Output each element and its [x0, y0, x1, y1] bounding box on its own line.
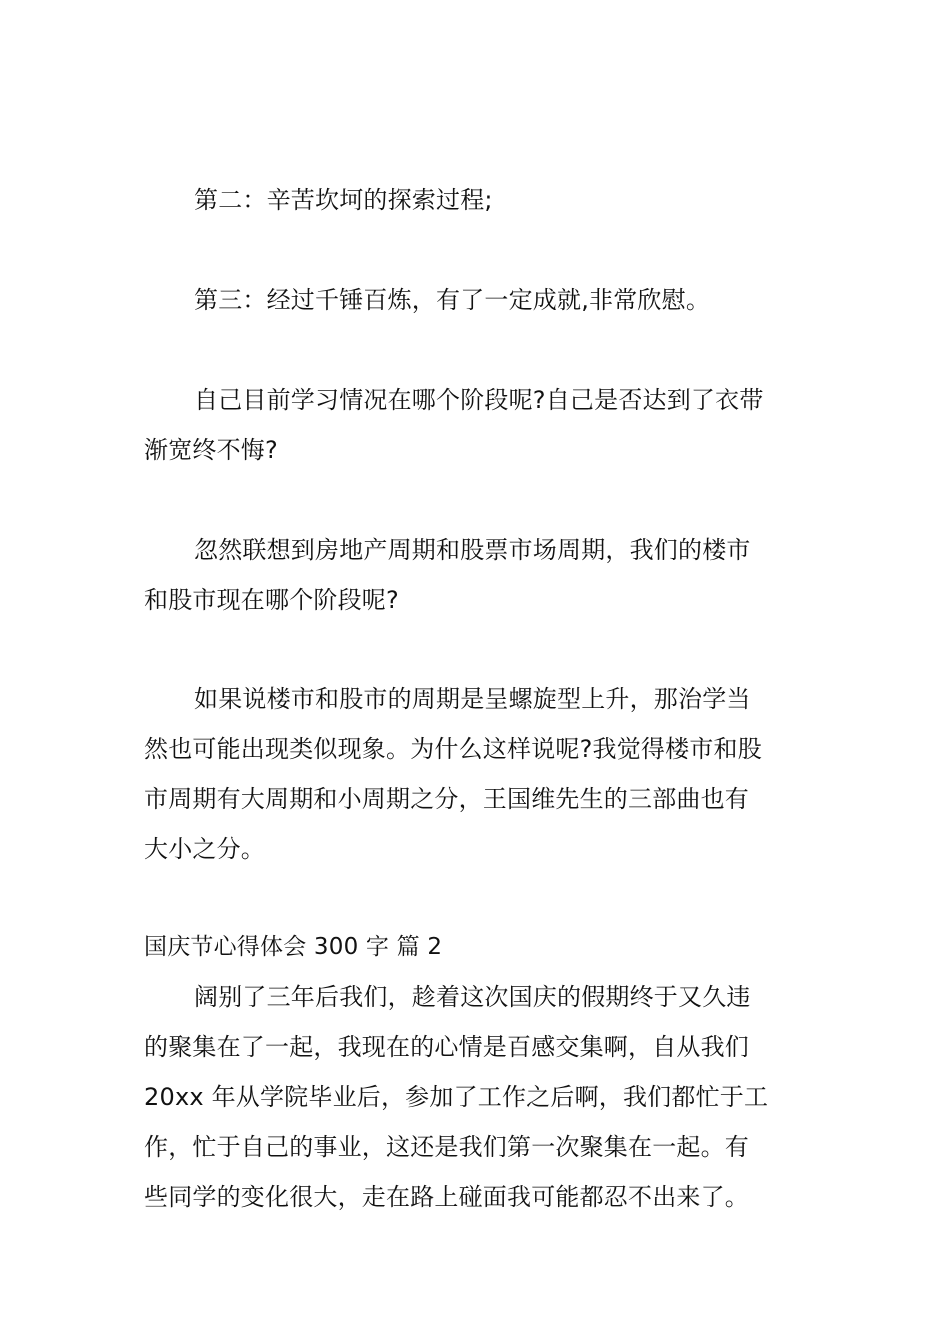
paragraph-line: 第三：经过千锤百炼，有了一定成就,非常欣慰。	[194, 286, 711, 314]
paragraph-line: 20xx 年从学院毕业后，参加了工作之后啊，我们都忙于工	[144, 1083, 769, 1111]
paragraph-line: 作，忙于自己的事业，这还是我们第一次聚集在一起。有	[144, 1133, 749, 1161]
paragraph-line: 市周期有大周期和小周期之分，王国维先生的三部曲也有	[144, 785, 749, 813]
paragraph-line: 渐宽终不悔?	[144, 436, 278, 464]
paragraph-line: 自己目前学习情况在哪个阶段呢?自己是否达到了衣带	[194, 386, 764, 414]
section-heading: 国庆节心得体会 300 字 篇 2	[144, 934, 443, 960]
paragraph-line: 的聚集在了一起，我现在的心情是百感交集啊，自从我们	[144, 1033, 749, 1061]
paragraph-line: 阔别了三年后我们，趁着这次国庆的假期终于又久违	[194, 983, 751, 1011]
paragraph-line: 大小之分。	[144, 835, 265, 863]
paragraph-line: 和股市现在哪个阶段呢?	[144, 586, 399, 614]
paragraph-line: 忽然联想到房地产周期和股票市场周期，我们的楼市	[194, 536, 751, 564]
paragraph-line: 些同学的变化很大，走在路上碰面我可能都忍不出来了。	[144, 1183, 749, 1211]
paragraph-line: 然也可能出现类似现象。为什么这样说呢?我觉得楼市和股	[144, 735, 762, 763]
paragraph-line: 第二：辛苦坎坷的探索过程;	[194, 186, 493, 214]
paragraph-line: 如果说楼市和股市的周期是呈螺旋型上升，那治学当	[194, 685, 751, 713]
